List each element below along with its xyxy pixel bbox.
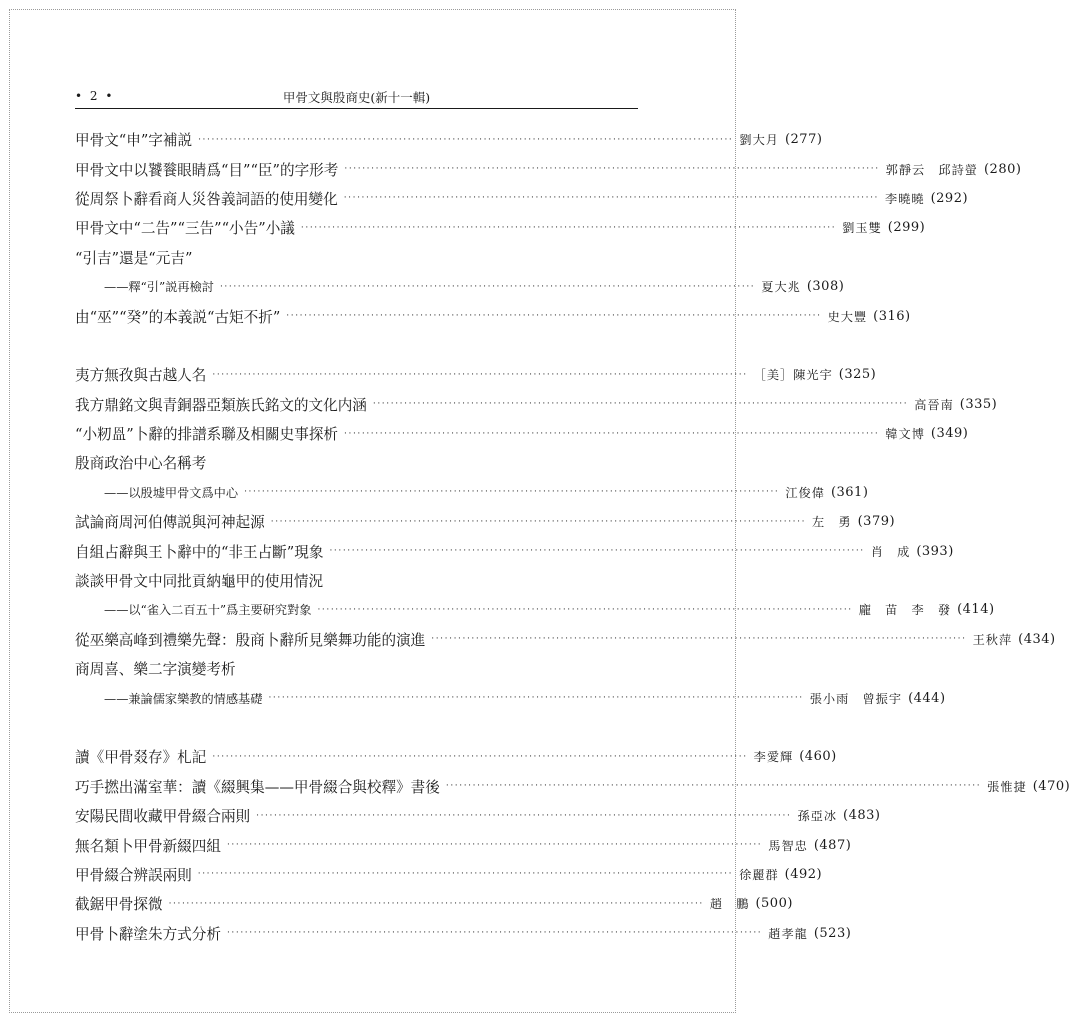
toc-page-number: (460): [799, 749, 837, 765]
toc-title: 截鋸甲骨探微: [75, 896, 163, 914]
toc-author: 李曉曉: [885, 191, 925, 206]
dot-leader: ························································································································: [431, 634, 967, 645]
dot-leader: ························································································································: [212, 369, 748, 380]
toc-page-number: (470): [1032, 778, 1070, 794]
toc-entry[interactable]: [75, 801, 881, 830]
toc-page-number: (277): [784, 132, 823, 148]
toc-title: “引吉”還是“元吉”: [75, 249, 193, 267]
toc-entry[interactable]: [75, 154, 1022, 183]
toc-page-number: (500): [755, 896, 793, 912]
toc-subtitle-row[interactable]: [75, 683, 946, 712]
toc-title: 甲骨文中以饕餮眼睛爲“目”“臣”的字形考: [75, 161, 339, 179]
dot-leader: ························································································································: [270, 516, 807, 527]
dot-leader: ························································································································: [344, 164, 880, 175]
toc-page-number: (335): [959, 396, 998, 412]
dot-leader: ························································································································: [344, 428, 880, 439]
dot-leader: ························································································································: [445, 781, 982, 792]
toc-entry[interactable]: [75, 742, 837, 771]
toc-author: 劉玉雙: [842, 221, 882, 236]
toc-entry[interactable]: [75, 419, 969, 448]
toc-title: 甲骨文“申”字補説: [75, 132, 193, 150]
toc-title: 從巫樂高峰到禮樂先聲：殷商卜辭所見樂舞功能的演進: [75, 631, 426, 649]
toc-title: 我方鼎銘文與青銅器亞類族氏銘文的文化内涵: [75, 396, 367, 414]
dot-leader: ························································································································: [212, 751, 748, 762]
toc-entry[interactable]: [75, 390, 998, 419]
toc-page-number: (379): [857, 514, 896, 530]
toc-author: 韓文博: [885, 427, 925, 442]
toc-author: 張小雨 曾振宇: [809, 691, 903, 706]
section-gap: [75, 331, 638, 360]
toc-entry[interactable]: [75, 213, 926, 242]
toc-subtitle: ——以“雀入二百五十”爲主要研究對象: [104, 603, 312, 618]
toc-author: 史大豐: [827, 309, 868, 324]
dot-leader: ························································································································: [256, 810, 792, 821]
toc-title: 安陽民間收藏甲骨綴合兩則: [75, 808, 251, 826]
toc-author: 李愛輝: [753, 750, 794, 765]
toc-title: “小籾𥁕”卜辭的排譜系聯及相關史事探析: [75, 426, 339, 444]
toc-page-number: (483): [843, 808, 881, 824]
toc-page-number: (361): [830, 484, 869, 500]
toc-title: 試論商周河伯傳説與河神起源: [75, 514, 265, 532]
toc-title: 甲骨綴合辨誤兩則: [75, 866, 192, 884]
toc-page-number: (444): [908, 690, 946, 706]
toc-title: 從周祭卜辭看商人災咎義詞語的使用變化: [75, 190, 338, 208]
toc-author: 肖 成: [870, 544, 911, 559]
dot-leader: ························································································································: [317, 604, 853, 615]
dot-leader: ························································································································: [226, 840, 763, 851]
toc-entry[interactable]: [75, 860, 823, 889]
dot-leader: ························································································································: [286, 311, 822, 322]
toc-page-number: (308): [806, 279, 845, 295]
toc-entry[interactable]: [75, 184, 969, 213]
toc-entry[interactable]: [75, 625, 1056, 654]
toc-page-number: (492): [784, 866, 823, 882]
toc-author: 張惟捷: [987, 779, 1027, 794]
running-title: 甲骨文與殷商史(新十一輯): [282, 90, 431, 105]
toc-title: 殷商政治中心名稱考: [75, 455, 207, 473]
dot-leader: ························································································································: [168, 898, 704, 909]
toc-author: 徐麗群: [739, 867, 779, 882]
toc-title: 談談甲骨文中同批貢納龜甲的使用情況: [75, 573, 324, 591]
toc-entry[interactable]: [75, 448, 638, 477]
toc-author: 夏大兆: [761, 280, 801, 295]
toc-page-number: (414): [957, 602, 995, 618]
toc-entry[interactable]: [75, 507, 896, 536]
toc-title: 無名類卜甲骨新綴四組: [75, 837, 221, 855]
toc-title: 巧手撚出滿室華：讀《綴興集——甲骨綴合與校釋》書後: [75, 778, 440, 796]
toc-subtitle: ——兼論儒家樂教的情感基礎: [104, 691, 263, 706]
toc-entry[interactable]: [75, 360, 877, 389]
header-rule: [75, 108, 638, 109]
dot-leader: ························································································································: [343, 193, 880, 204]
toc-page-number: (434): [1018, 631, 1056, 647]
toc-title: 讀《甲骨叕存》札記: [75, 749, 207, 767]
toc-page-number: (280): [983, 161, 1022, 177]
toc-page-number: (487): [813, 837, 852, 853]
toc-author: 馬智忠: [768, 838, 808, 853]
toc-page-number: (393): [916, 543, 954, 559]
dot-leader: ························································································································: [372, 399, 909, 410]
toc-entry[interactable]: [75, 125, 823, 154]
toc-entry[interactable]: [75, 536, 954, 565]
toc-author: 王秋萍: [972, 632, 1013, 647]
toc-author: 高晉南: [914, 397, 954, 412]
page-header: [75, 88, 638, 106]
toc-entry[interactable]: [75, 301, 911, 330]
toc-entry[interactable]: [75, 772, 1070, 801]
toc-author: ［美］陳光宇: [753, 368, 833, 383]
toc-page-number: (523): [813, 925, 852, 941]
toc-author: 趙 鵬: [709, 897, 750, 912]
dot-leader: ························································································································: [300, 222, 837, 233]
dot-leader: ························································································································: [244, 487, 780, 498]
toc-subtitle: ——釋“引”説再檢討: [104, 280, 214, 295]
dot-leader: ························································································································: [226, 928, 763, 939]
toc-entry[interactable]: [75, 919, 852, 948]
toc-page-number: (292): [930, 190, 969, 206]
section-gap: [75, 713, 638, 742]
toc-subtitle-row[interactable]: [75, 272, 845, 301]
toc-page-number: (299): [887, 220, 926, 236]
dot-leader: ························································································································: [219, 281, 756, 292]
toc-title: 商周喜、樂二字演變考析: [75, 661, 236, 679]
toc-entry[interactable]: [75, 889, 793, 918]
toc-title: 由“巫”“癸”的本義説“古矩不折”: [75, 308, 281, 326]
toc-title: 自組占辭與王卜辭中的“非王占斷”現象: [75, 543, 324, 561]
toc-entry[interactable]: [75, 830, 852, 859]
toc-page-number: (316): [873, 308, 911, 324]
toc-entry[interactable]: [75, 566, 638, 595]
toc-author: 龐 苗 李 發: [858, 603, 952, 618]
dot-leader: ························································································································: [268, 693, 804, 704]
toc-page-number: (349): [930, 426, 969, 442]
toc-author: 郭靜云 邱詩螢: [885, 162, 978, 177]
toc-entry[interactable]: [75, 654, 638, 683]
toc-author: 劉大月: [739, 133, 779, 148]
toc-page-number: (325): [838, 367, 877, 383]
toc-author: 江俊偉: [785, 485, 825, 500]
toc-title: 夷方無孜與古越人名: [75, 367, 207, 385]
toc-subtitle-row[interactable]: [75, 595, 995, 624]
toc-author: 趙孝龍: [768, 926, 808, 941]
toc-subtitle-row[interactable]: [75, 478, 869, 507]
dot-leader: ························································································································: [197, 869, 734, 880]
toc-author: 左 勇: [812, 515, 852, 530]
page-number: • 2 •: [75, 89, 115, 103]
dot-leader: ························································································································: [198, 134, 734, 145]
table-of-contents: [75, 125, 1070, 948]
toc-author: 孫亞冰: [797, 809, 838, 824]
toc-title: 甲骨卜辭塗朱方式分析: [75, 925, 221, 943]
dot-leader: ························································································································: [329, 546, 865, 557]
toc-title: 甲骨文中“二告”“三告”“小告”小議: [75, 220, 295, 238]
toc-subtitle: ——以殷墟甲骨文爲中心: [104, 485, 239, 500]
toc-entry[interactable]: [75, 243, 638, 272]
